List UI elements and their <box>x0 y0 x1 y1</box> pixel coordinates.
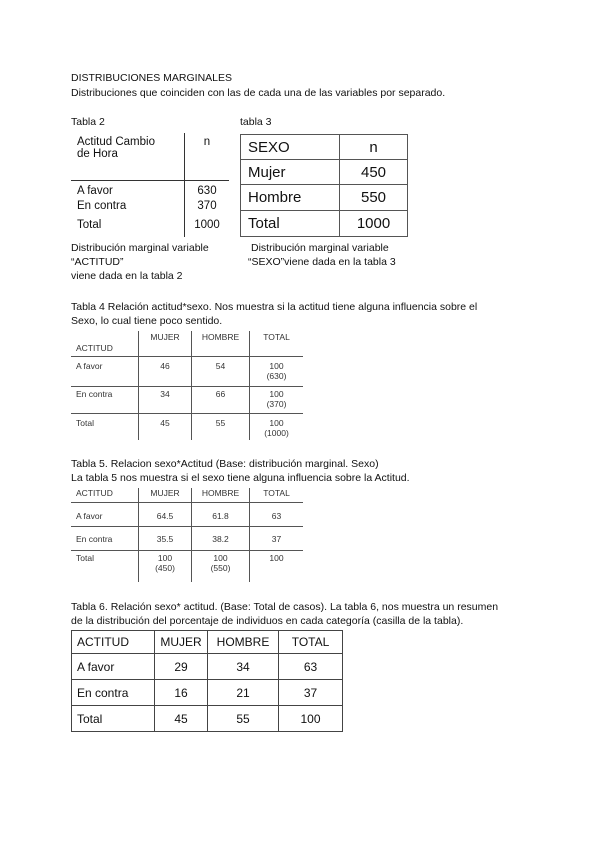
table-row: En contra 35.5 38.2 37 <box>71 526 303 550</box>
table-row: Total 100 (450) 100 (550) 100 <box>71 550 303 582</box>
table4-caption-line2: Sexo, lo cual tiene poco sentido. <box>71 315 223 327</box>
table5-caption-line2: La tabla 5 nos muestra si el sexo tiene alguna influencia sobre la Actitud. <box>71 472 410 484</box>
table3-header-var: SEXO <box>241 135 340 160</box>
table-row: A favor 64.5 61.8 63 <box>71 502 303 526</box>
table-row: A favor 29 34 63 <box>72 654 343 680</box>
table3-caption: tabla 3 <box>240 116 272 128</box>
table6-caption-line2: de la distribución del porcentaje de individuos en cada categoría (casilla de la tabla). <box>71 615 464 627</box>
intro-text: Distribuciones que coinciden con las de cada una de las variables por separado. <box>71 87 446 99</box>
table-row: A favor 46 54 100 (630) <box>71 356 303 386</box>
table5-caption-line1: Tabla 5. Relacion sexo*Actitud (Base: distribución marginal. Sexo) <box>71 458 379 470</box>
table3-note-line1: Distribución marginal variable <box>251 242 389 254</box>
table-row: A favor 630 <box>71 180 229 199</box>
table5: ACTITUD MUJER HOMBRE TOTAL A favor 64.5 61.8 63 En contra 35.5 38.2 37 Total 100 (450) 100 (550) 100 <box>71 488 303 582</box>
table-row: Mujer 450 <box>241 160 408 185</box>
table-row: En contra 16 21 37 <box>72 680 343 706</box>
table2-header-n: n <box>185 133 230 180</box>
table-row: En contra 370 <box>71 199 229 218</box>
table-row: Total 1000 <box>71 218 229 237</box>
table2-note-line2: “ACTITUD” <box>71 256 124 268</box>
table-row: Total 45 55 100 (1000) <box>71 413 303 440</box>
table-row: Total 1000 <box>241 211 408 237</box>
table2-caption: Tabla 2 <box>71 116 105 128</box>
table3-note-line2: “SEXO”viene dada en la tabla 3 <box>248 256 396 268</box>
table3 <box>240 134 408 237</box>
table4: ACTITUD MUJER HOMBRE TOTAL A favor 46 54 100 (630) En contra 34 66 100 (370) Total 45 55 100 (1000) <box>71 331 303 440</box>
table6-caption-line1: Tabla 6. Relación sexo* actitud. (Base: Total de casos). La tabla 6, nos muestra un resumen <box>71 601 499 613</box>
table2-note-line1: Distribución marginal variable <box>71 242 209 254</box>
table4-caption-line1: Tabla 4 Relación actitud*sexo. Nos muestra si la actitud tiene alguna influencia sobre el <box>71 301 478 313</box>
page-title: DISTRIBUCIONES MARGINALES <box>71 72 233 84</box>
table2 <box>71 133 229 237</box>
table-row: Hombre 550 <box>241 185 408 211</box>
table2-note-line3: viene dada en la tabla 2 <box>71 270 183 282</box>
table2-header-var: Actitud Cambio de Hora <box>71 133 185 180</box>
table6: ACTITUD MUJER HOMBRE TOTAL A favor 29 34 63 En contra 16 21 37 Total 45 55 100 <box>71 630 343 732</box>
table3-header-n: n <box>340 135 408 160</box>
table-row: En contra 34 66 100 (370) <box>71 386 303 413</box>
table-row: Total 45 55 100 <box>72 706 343 732</box>
